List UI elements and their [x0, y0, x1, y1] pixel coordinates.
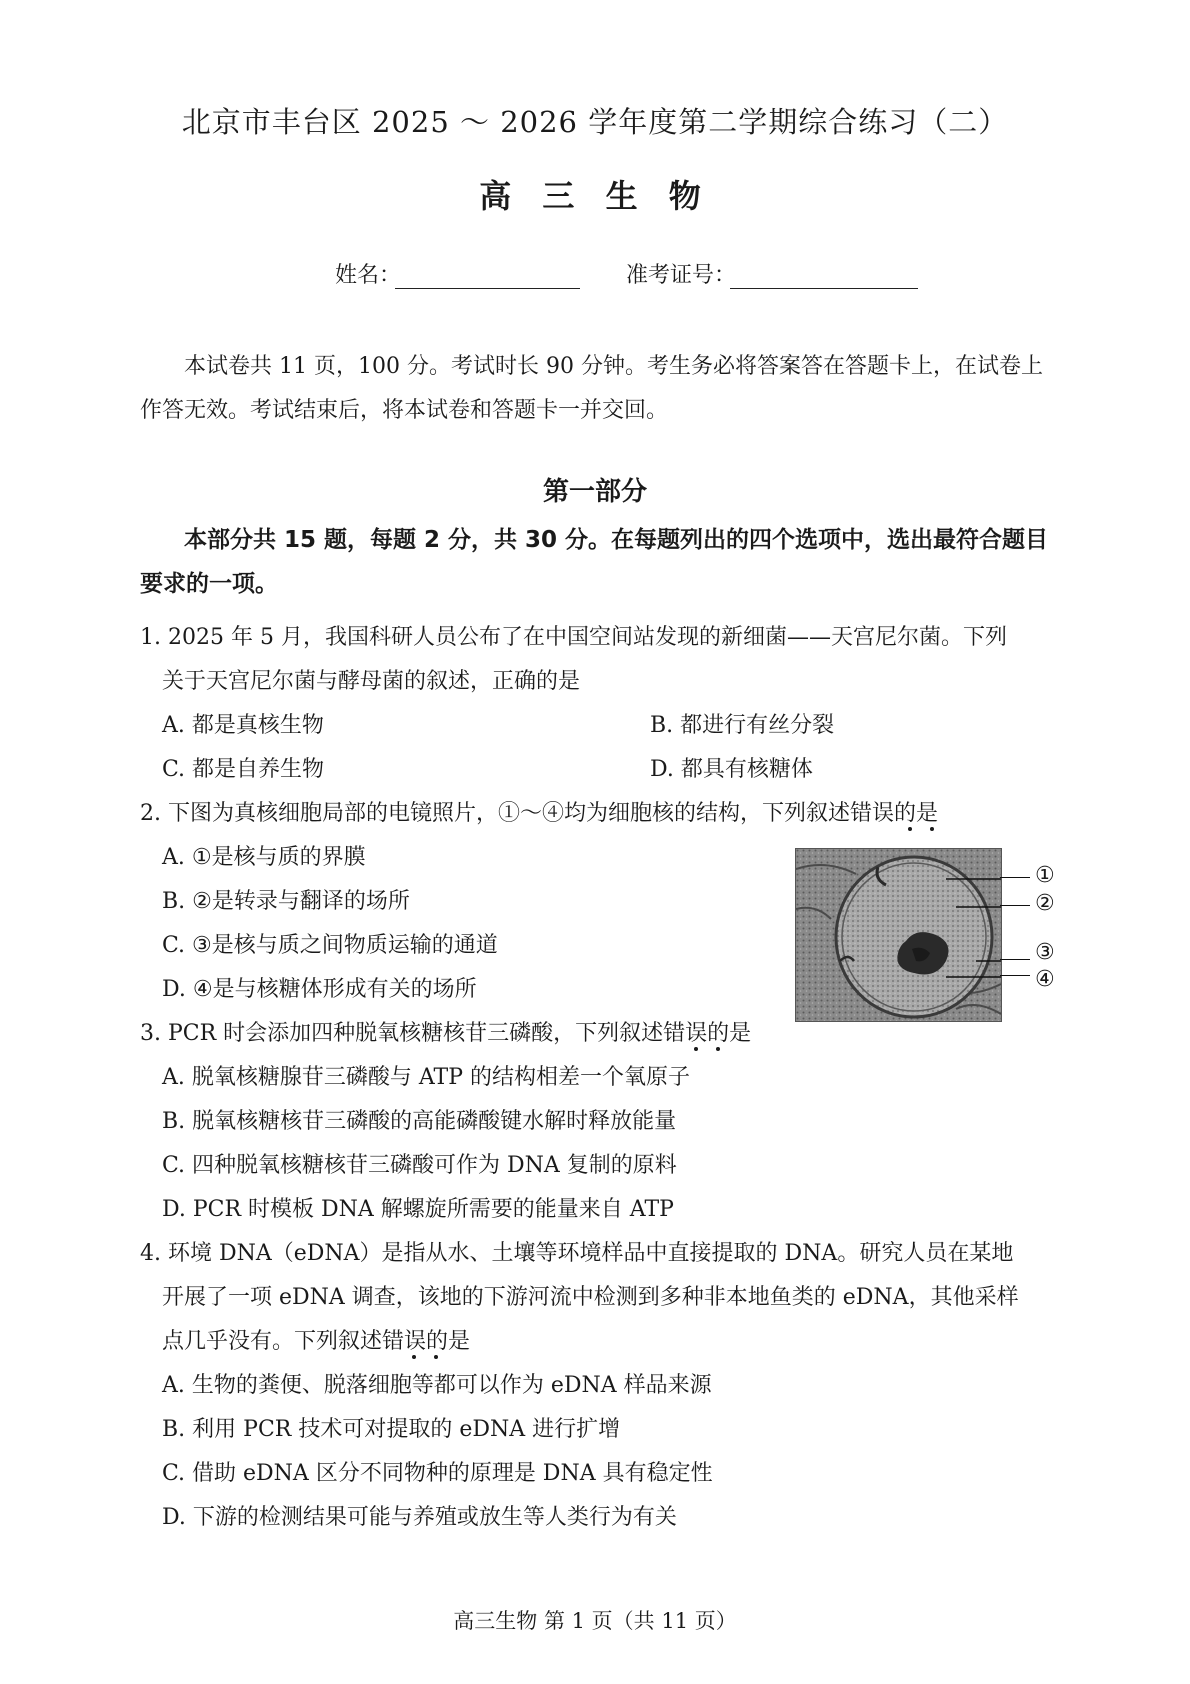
label-line-2	[1000, 905, 1030, 906]
emphasis-dot	[716, 1047, 720, 1051]
figure-label-1: ①	[1035, 863, 1055, 888]
exam-title: 北京市丰台区 2025 ～ 2026 学年度第二学期综合练习（二）	[181, 105, 1009, 139]
question-4-stem-line-2: 开展了一项 eDNA 调查，该地的下游河流中检测到多种非本地鱼类的 eDNA，其他采样	[162, 1285, 1019, 1310]
emphasis-dot	[412, 1355, 416, 1359]
figure-label-2: ②	[1035, 891, 1055, 916]
label-line-1	[1000, 877, 1030, 878]
figure-label-4: ④	[1035, 967, 1055, 992]
question-4-option-a: A. 生物的粪便、脱落细胞等都可以作为 eDNA 样品来源	[162, 1373, 712, 1398]
question-1-stem-line-1: 1. 2025 年 5 月，我国科研人员公布了在中国空间站发现的新细菌——天宫尼尔菌。下列	[140, 625, 1007, 650]
question-2-option-b: B. ②是转录与翻译的场所	[162, 889, 410, 914]
exam-instructions: 本试卷共 11 页，100 分。考试时长 90 分钟。考生务必将答案答在答题卡上，在试卷上作答无效。考试结束后，将本试卷和答题卡一并交回。	[140, 354, 1043, 423]
question-1-option-d: D. 都具有核糖体	[650, 757, 813, 782]
question-2-option-a: A. ①是核与质的界膜	[162, 845, 366, 870]
label-line-3	[1000, 959, 1030, 960]
emphasis-dot	[908, 827, 912, 831]
name-label: 姓名：	[335, 263, 402, 288]
question-2-stem: 2. 下图为真核细胞局部的电镜照片，①～④均为细胞核的结构，下列叙述错误的是	[140, 801, 938, 826]
figure-label-3: ③	[1035, 940, 1055, 965]
question-1-option-a: A. 都是真核生物	[162, 713, 324, 738]
question-3-option-c: C. 四种脱氧核糖核苷三磷酸可作为 DNA 复制的原料	[162, 1153, 677, 1178]
question-4-option-b: B. 利用 PCR 技术可对提取的 eDNA 进行扩增	[162, 1417, 621, 1442]
exam-id-field	[730, 288, 918, 289]
emphasis-dot	[694, 1047, 698, 1051]
page-footer: 高三生物 第 1 页（共 11 页）	[453, 1609, 737, 1633]
cell-nucleus-micrograph	[796, 849, 1001, 1021]
question-4-stem-line-3: 点几乎没有。下列叙述错误的是	[162, 1329, 471, 1354]
question-3-stem: 3. PCR 时会添加四种脱氧核糖核苷三磷酸，下列叙述错误的是	[140, 1021, 752, 1046]
question-1-stem-line-2: 关于天宫尼尔菌与酵母菌的叙述，正确的是	[162, 669, 581, 694]
part-title: 第一部分	[542, 477, 647, 507]
subject-title: 高 三 生 物	[479, 177, 711, 215]
question-1-option-b: B. 都进行有丝分裂	[650, 713, 835, 738]
part-description: 本部分共 15 题，每题 2 分，共 30 分。在每题列出的四个选项中，选出最符合题目要求的一项。	[140, 527, 1049, 597]
question-4-option-d: D. 下游的检测结果可能与养殖或放生等人类行为有关	[162, 1505, 677, 1530]
emphasis-dot	[434, 1355, 438, 1359]
name-field	[395, 288, 580, 289]
electron-micrograph-figure	[795, 848, 1002, 1022]
emphasis-dot	[930, 827, 934, 831]
question-3-option-a: A. 脱氧核糖腺苷三磷酸与 ATP 的结构相差一个氧原子	[162, 1065, 691, 1090]
question-3-option-d: D. PCR 时模板 DNA 解螺旋所需要的能量来自 ATP	[162, 1197, 674, 1222]
exam-id-label: 准考证号：	[626, 263, 737, 288]
question-3-option-b: B. 脱氧核糖核苷三磷酸的高能磷酸键水解时释放能量	[162, 1109, 677, 1134]
question-1-option-c: C. 都是自养生物	[162, 757, 325, 782]
question-2-option-c: C. ③是核与质之间物质运输的通道	[162, 933, 498, 958]
question-4-option-c: C. 借助 eDNA 区分不同物种的原理是 DNA 具有稳定性	[162, 1461, 713, 1486]
label-line-4	[1000, 975, 1030, 976]
question-4-stem-line-1: 4. 环境 DNA（eDNA）是指从水、土壤等环境样品中直接提取的 DNA。研究人员在某地	[140, 1241, 1014, 1266]
question-2-option-d: D. ④是与核糖体形成有关的场所	[162, 977, 477, 1002]
